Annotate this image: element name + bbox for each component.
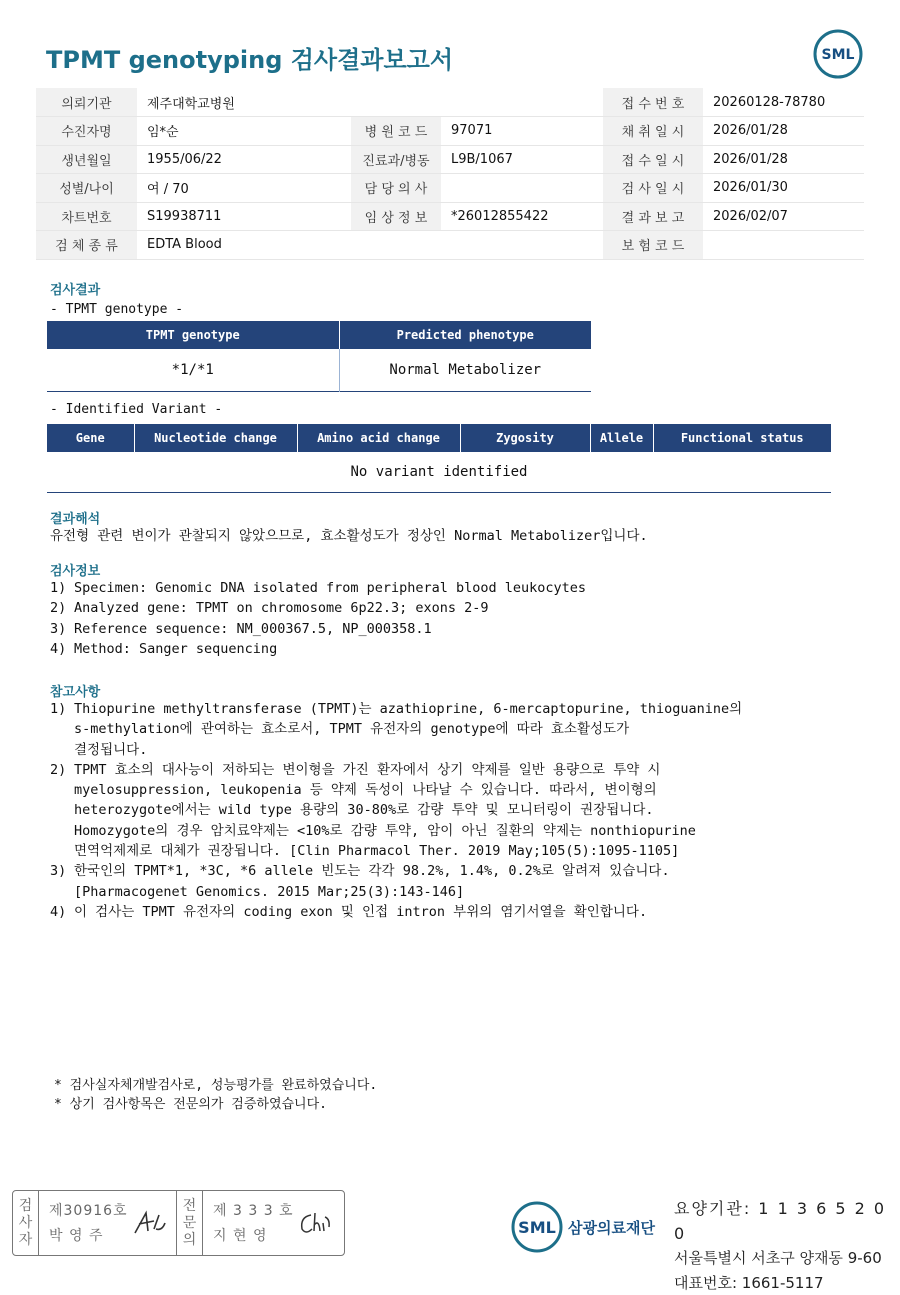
- reference-line: 한국인의 TPMT*1, *3C, *6 allele 빈도는 각각 98.2%, 1.4%, 0.2%로 알려져 있습니다.: [74, 861, 870, 881]
- genotype-subheading: - TPMT genotype -: [50, 302, 183, 317]
- info-key: 채 취 일 시: [603, 117, 703, 146]
- test-info-item: [50, 598, 870, 618]
- reference-line: [Pharmacogenet Genomics. 2015 Mar;25(3):143-146]: [74, 882, 870, 902]
- institution-code: 요양기관: 1 1 3 6 5 2 0 0: [674, 1197, 900, 1246]
- info-value: [441, 231, 603, 260]
- info-value: 2026/02/07: [703, 202, 864, 231]
- test-info-item: [50, 639, 870, 659]
- result-heading: 검사결과: [50, 279, 100, 298]
- sml-logo-icon: [510, 1200, 564, 1254]
- info-value: EDTA Blood: [137, 231, 351, 260]
- patient-info-row: [36, 202, 864, 231]
- item-number: 2): [50, 760, 74, 861]
- references-heading: 참고사항: [50, 681, 100, 700]
- no-variant-message: No variant identified: [47, 452, 831, 492]
- info-key: 접 수 일 시: [603, 145, 703, 174]
- item-number: 1): [50, 578, 74, 598]
- info-value: 제주대학교병원: [137, 88, 351, 117]
- reference-item: [50, 902, 870, 922]
- company-phone: 대표번호: 1661-5117: [674, 1271, 900, 1295]
- info-value: 2026/01/28: [703, 117, 864, 146]
- item-text: Method: Sanger sequencing: [74, 639, 870, 659]
- variant-table: [47, 424, 831, 493]
- specialist-label: 전 문 의: [177, 1191, 203, 1255]
- info-value: 2026/01/28: [703, 145, 864, 174]
- genotype-header: TPMT genotype: [47, 321, 339, 349]
- info-key: 성별/나이: [36, 174, 137, 203]
- test-info-item: [50, 619, 870, 639]
- gene-header: Gene: [47, 424, 134, 452]
- svg-text:SML: SML: [518, 1218, 556, 1237]
- variant-subheading: - Identified Variant -: [50, 402, 222, 417]
- note-line: * 검사실자체개발검사로, 성능평가를 완료하였습니다.: [54, 1076, 377, 1095]
- interpretation-text: 유전형 관련 변이가 관찰되지 않았으므로, 효소활성도가 정상인 Normal Metabolizer입니다.: [50, 526, 648, 546]
- note-line: * 상기 검사항목은 전문의가 검증하였습니다.: [54, 1095, 377, 1114]
- company-info: [674, 1197, 900, 1295]
- specialist-signature-icon: [297, 1209, 333, 1237]
- company-logo: [510, 1200, 655, 1254]
- signature-box: [12, 1190, 345, 1256]
- reference-line: 결정됩니다.: [74, 740, 870, 760]
- test-info-item: [50, 578, 870, 598]
- info-key: 진료과/병동: [351, 145, 441, 174]
- info-key: 의뢰기관: [36, 88, 137, 117]
- info-key: 결 과 보 고: [603, 202, 703, 231]
- report-title: TPMT genotyping 검사결과보고서: [46, 40, 453, 75]
- reference-line: TPMT 효소의 대사능이 저하되는 변이형을 가진 환자에서 상기 약제를 일반 용량으로 투약 시: [74, 760, 870, 780]
- nucleotide-header: Nucleotide change: [134, 424, 297, 452]
- info-value: [441, 174, 603, 203]
- reference-item: [50, 861, 870, 902]
- reference-line: myelosuppression, leukopenia 등 약제 독성이 나타날 수 있습니다. 따라서, 변이형의: [74, 780, 870, 800]
- item-text: Reference sequence: NM_000367.5, NP_000358.1: [74, 619, 870, 639]
- info-key: 검 사 일 시: [603, 174, 703, 203]
- specialist-cell: [203, 1191, 341, 1255]
- item-number: 3): [50, 619, 74, 639]
- info-value: [703, 231, 864, 260]
- patient-info-table: [36, 88, 864, 260]
- info-value: 2026/01/30: [703, 174, 864, 203]
- info-value: 임*순: [137, 117, 351, 146]
- info-value: 97071: [441, 117, 603, 146]
- specialist-license: 제 3 3 3 호: [213, 1199, 341, 1224]
- reference-line: Homozygote의 경우 암치료약제는 <10%로 감량 투약, 암이 아닌 질환의 약제는 nonthiopurine: [74, 821, 870, 841]
- info-key: 검 체 종 류: [36, 231, 137, 260]
- interpretation-heading: 결과해석: [50, 508, 100, 527]
- item-number: 3): [50, 861, 74, 902]
- info-key: 차트번호: [36, 202, 137, 231]
- sml-logo-icon: [812, 28, 864, 80]
- info-key: [351, 88, 441, 117]
- item-number: 1): [50, 699, 74, 760]
- info-key: 담 당 의 사: [351, 174, 441, 203]
- patient-info-row: [36, 88, 864, 117]
- genotype-table: [47, 321, 591, 392]
- item-number: 4): [50, 902, 74, 922]
- company-name: 삼광의료재단: [568, 1217, 655, 1238]
- patient-info-row: [36, 231, 864, 260]
- info-value: 1955/06/22: [137, 145, 351, 174]
- reference-item: [50, 699, 870, 760]
- info-key: 접 수 번 호: [603, 88, 703, 117]
- info-value: S19938711: [137, 202, 351, 231]
- footer-notes: [54, 1076, 377, 1114]
- phenotype-header: Predicted phenotype: [339, 321, 591, 349]
- company-address: 서울특별시 서초구 양재동 9-60: [674, 1246, 900, 1271]
- patient-info-row: [36, 174, 864, 203]
- svg-text:SML: SML: [822, 47, 855, 63]
- allele-header: Allele: [590, 424, 653, 452]
- examiner-cell: [39, 1191, 177, 1255]
- examiner-label: 검 사 자: [13, 1191, 39, 1255]
- reference-line: heterozygote에서는 wild type 용량의 30-80%로 감량 투약 및 모니터링이 권장됩니다.: [74, 800, 870, 820]
- patient-info-row: [36, 145, 864, 174]
- reference-line: 면역억제제로 대체가 권장됩니다. [Clin Pharmacol Ther. 2019 May;105(5):1095-1105]: [74, 841, 870, 861]
- references-list: [50, 699, 870, 922]
- item-number: 4): [50, 639, 74, 659]
- test-info-list: [50, 578, 870, 659]
- examiner-signature-icon: [132, 1209, 168, 1237]
- info-key: 생년월일: [36, 145, 137, 174]
- functional-status-header: Functional status: [653, 424, 831, 452]
- info-value: *26012855422: [441, 202, 603, 231]
- examiner-license: 제30916호: [49, 1199, 176, 1224]
- reference-item: [50, 760, 870, 861]
- specialist-name: 지 현 영: [213, 1224, 341, 1249]
- item-text: Analyzed gene: TPMT on chromosome 6p22.3; exons 2-9: [74, 598, 870, 618]
- info-value: L9B/1067: [441, 145, 603, 174]
- test-info-heading: 검사정보: [50, 560, 100, 579]
- genotype-value: *1/*1: [47, 349, 339, 391]
- zygosity-header: Zygosity: [460, 424, 590, 452]
- reference-line: Thiopurine methyltransferase (TPMT)는 azathioprine, 6-mercaptopurine, thioguanine의: [74, 699, 870, 719]
- info-key: [351, 231, 441, 260]
- info-key: 병 원 코 드: [351, 117, 441, 146]
- examiner-name: 박 영 주: [49, 1224, 176, 1249]
- amino-acid-header: Amino acid change: [297, 424, 460, 452]
- info-value: 20260128-78780: [703, 88, 864, 117]
- item-number: 2): [50, 598, 74, 618]
- info-value: [441, 88, 603, 117]
- patient-info-row: [36, 117, 864, 146]
- reference-line: 이 검사는 TPMT 유전자의 coding exon 및 인접 intron 부위의 염기서열을 확인합니다.: [74, 902, 870, 922]
- item-text: Specimen: Genomic DNA isolated from peripheral blood leukocytes: [74, 578, 870, 598]
- info-key: 수진자명: [36, 117, 137, 146]
- reference-line: s-methylation에 관여하는 효소로서, TPMT 유전자의 genotype에 따라 효소활성도가: [74, 719, 870, 739]
- info-key: 임 상 정 보: [351, 202, 441, 231]
- info-value: 여 / 70: [137, 174, 351, 203]
- phenotype-value: Normal Metabolizer: [339, 349, 591, 391]
- info-key: 보 험 코 드: [603, 231, 703, 260]
